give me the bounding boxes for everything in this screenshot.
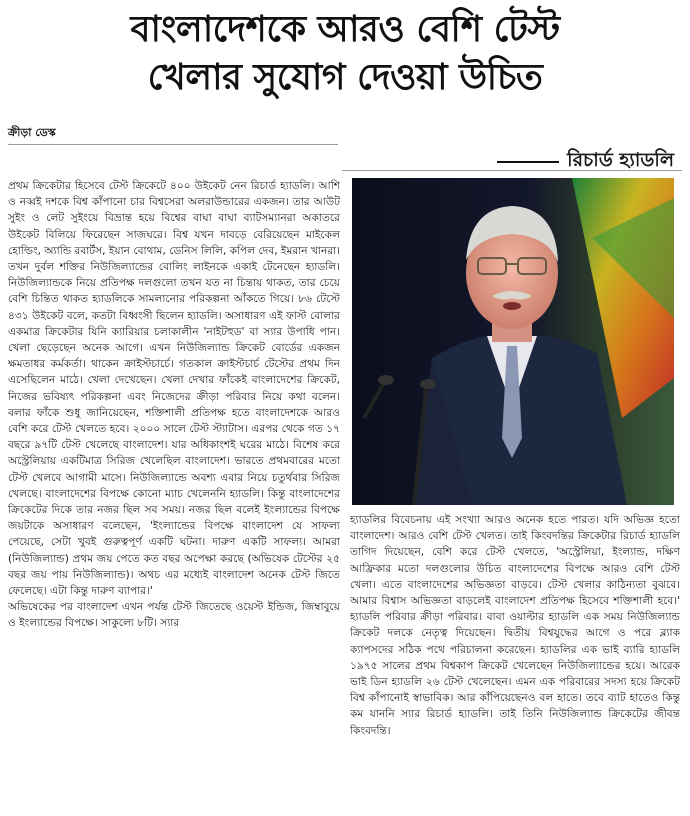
headline-line-2: খেলার সুযোগ দেওয়া উচিত [147,57,543,98]
desk-label: ক্রীড়া ডেস্ক [8,126,56,139]
article-column-right [350,512,680,812]
paragraph: প্রথম ক্রিকেটার হিসেবে টেস্ট ক্রিকেটে ৪০০ উইকেট নেন রিচার্ড হ্যাডলি। আশি ও নব্বই দশকে বিশ্ব কাঁপানো চার বিশ্বসেরা অলরাউন্ডারের একজন। তার আউট সুইং ও লেট সুইংয়ে বিভ্রান্ত হয়ে বিশ্বের বাঘা বাঘা ব্যাটসম্যানরা অকাতরে উইকেট বিলিয়ে ফিরেছেন সাজঘরে। বিশ্ব যখন দাবড়ে বেরিয়েছেন মাইকেল হোল্ডিং, অ্যান্ডি রবার্টস, ইয়ান বোথাম, ডেনিস লিলি, কপিল দেব, ইমরান খানরা। তখন দুর্বল শক্তির নিউজিল্যান্ডের বোলিং লাইনকে একাই টেনেছেন হ্যাডলি। নিউজিল্যান্ডকে নিয়ে প্রতিপক্ষ দলগুলো তখন যত না চিন্তায় থাকত, তার চেয়ে বেশি চিন্তিত থাকত হ্যাডলিকে সামলানোর পরিকল্পনা আঁকতে গিয়ে। ৮৬ টেস্টে ৪৩১ উইকেট বলে, কতটা বিধ্বংসী ছিলেন হ্যাডলি। অসাধারণ এই ফাস্ট বোলার একমাত্র ক্রিকেটার যিনি ক্যারিয়ার চলাকালীন 'নাইটহুড' বা স্যার উপাধি পান। খেলা ছেড়েছেন অনেক আগে। এখন নিউজিল্যান্ড ক্রিকেট বোর্ডের একজন ক্ষমতাধর কর্মকর্তা। থাকেন ক্রাইস্টচার্চে। গতকাল ক্রাইস্টচার্চ টেস্টের প্রথম দিন এসেছিলেন মাঠে। খেলা দেখেছেন। খেলা দেখার ফাঁকেই বাংলাদেশের ক্রিকেট, নিজের ভবিষ্যৎ পরিকল্পনা এবং নিজেদের ক্রীড়া পরিবার নিয়ে কথা বলেন। বলার ফাঁকে শুধু জানিয়েছেন, শক্তিশালী প্রতিপক্ষ হতে বাংলাদেশকে আরও বেশি করে টেস্ট খেলতে হবে। ২০০০ সালে টেস্ট স্ট্যাটাস। এরপর থেকে গত ১৭ বছরে ৯৭টি টেস্ট খেলেছে বাংলাদেশ। যার অধিকাংশই ঘরের মাঠে। বিশেষ করে অস্ট্রেলিয়ায় একটিমাত্র সিরিজ খেলেছিল বাংলাদেশ। ভারতে প্রথমবারের মতো টেস্ট খেলবে আগামী মাসে। নিউজিল্যান্ডে অবশ্য এবার নিয়ে চতুর্থবার সিরিজ খেলছে। বাংলাদেশের বিপক্ষে কোনো ম্যাচ খেলেননি হ্যাডলি। কিন্তু বাংলাদেশের ক্রিকেটের দিকে তার নজর ছিল সব সময়। নজর ছিল বলেই ইংল্যান্ডের বিপক্ষে জয়টাকে অসাধারণ বলেছেন, 'ইংল্যান্ডের বিপক্ষে বাংলাদেশ যে সাফল্য পেয়েছে, সেটা খুবই গুরুত্বপূর্ণ একটি ঘটনা। দারুণ একটি সাফল্য। আমরা (নিউজিল্যান্ড) প্রথম জয় পেতে কত বছর অপেক্ষা করছে (অভিষেক টেস্টের ২৫ বছর জয় পায় নিউজিল্যান্ড)। অথচ এর মধ্যেই বাংলাদেশ অনেক টেস্ট জিতে ফেলেছে। এটা কিন্তু দারুণ ব্যাপার।' [8,180,340,598]
headline-line-1: বাংলাদেশকে আরও বেশি টেস্ট [130,9,560,50]
portrait-photo [352,178,674,505]
byline-divider [342,170,682,171]
byline-dash [497,161,559,163]
byline [497,146,674,178]
article-column-left [8,178,340,808]
paragraph: অভিষেকের পর বাংলাদেশ এখন পর্যন্ত টেস্ট জিতেছে ওয়েস্ট ইন্ডিজ, জিম্বাবুয়ে ও ইংল্যান্ডের বিপক্ষে। সাকুল্যে ৮টি। স্যার [8,601,340,630]
paragraph: হ্যাডলির বিবেচনায় এই সংখ্যা আরও অনেক হতে পারত। যদি অভিজ্ঞ হতো বাংলাদেশ। আরও বেশি টেস্ট খেলত। তাই কিংবদন্তির ক্রিকেটার রিচার্ড হ্যাডলি তাগিদ দিয়েছেন, বেশি করে টেস্ট খেলতে, 'অস্ট্রেলিয়া, ইংল্যান্ড, দক্ষিণ আফ্রিকার মতো দলগুলোর উচিত বাংলাদেশের বিপক্ষে আরও বেশি টেস্ট খেলা। এতে বাংলাদেশের অভিজ্ঞতা বাড়বে। টেস্ট খেলার কাঠিন্যতা বুঝবে। আমার বিশ্বাস অভিজ্ঞতা বাড়লেই বাংলাদেশ প্রতিপক্ষ হিসেবে শক্তিশালী হবে।' হ্যাডলি পরিবার ক্রীড়া পরিবার। বাবা ওয়াল্টার হ্যাডলি এক সময় নিউজিল্যান্ড ক্রিকেট দলকে নেতৃত্ব দিয়েছেন। দ্বিতীয় বিশ্বযুদ্ধের আগে ও পরে ব্ল্যাক ক্যাপসদের সঠিক পথে পরিচালনা করেছেন। হ্যাডলির এক ভাই ব্যারি হ্যাডলি ১৯৭৫ সালের প্রথম বিশ্বকাপ ক্রিকেট খেলেছেন নিউজিল্যান্ডের হয়ে। আরেক ভাই ডিন হ্যাডলি ২৬ টেস্ট খেলেছেন। এমন এক পরিবারের সদস্য হয়ে ক্রিকেট বিশ্ব কাঁপানোই স্বাভাবিক। আর কাঁপিয়েছেনও বল হাতে। তবে ব্যাট হাতেও কিন্তু কম যাননি স্যার রিচার্ড হ্যাডলি। তাই তিনি নিউজিল্যান্ড ক্রিকেটের জীবন্ত কিংবদন্তি। [350,514,680,737]
desk-divider [8,144,338,145]
headline [0,6,690,102]
portrait-photo-graphic [352,178,674,505]
byline-author: রিচার্ড হ্যাডলি [567,149,674,171]
